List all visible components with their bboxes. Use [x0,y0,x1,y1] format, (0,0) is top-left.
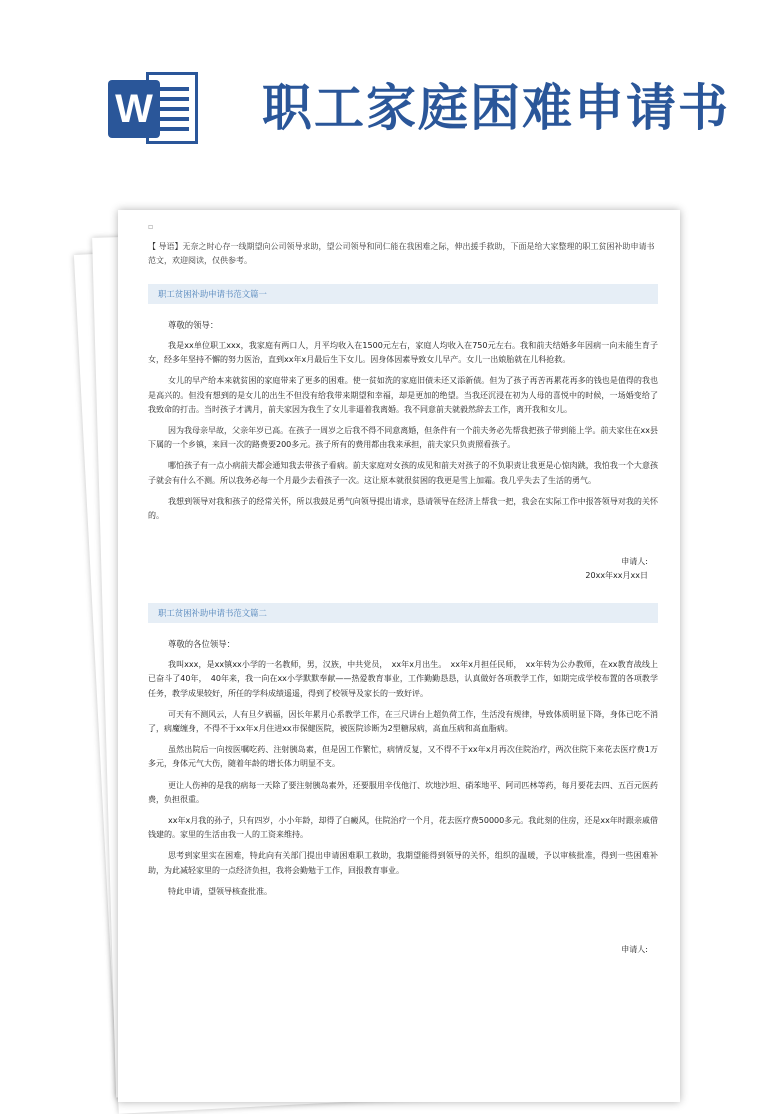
applicant-date-1: 20xx年xx月xx日 [585,571,648,581]
paragraph: 因为我母亲早故，父亲年岁已高。在孩子一周岁之后我不得不同意离婚，但条件有一个前夫务必先帮我把孩子带到能上学。前夫家住在xx县下属的一个乡镇，来回一次的路费要200多元。孩子所有的费用都由我来承担，前夫家只负责照看孩子。 [148,426,658,450]
section-heading-1: 职工贫困补助申请书范文篇一 [148,284,658,304]
paragraph: 我叫xxx，是xx镇xx小学的一名教师，男，汉族，中共党员， xx年x月出生。 xx年x月担任民师， xx年转为公办教师，在xx教育战线上已奋斗了40年， 40年来，我一向在xx小学默默奉献——热爱教育事业，工作勤勤恳恳，认真做好各项教学工作，如期完成学校布置的各项教学任务，教学成果较好，所任的学科成绩遥遥，得到了校领导及家长的一致好评。 [148,660,658,698]
intro-paragraph: 【 导语】无奈之时心存一线期望向公司领导求助，望公司领导和同仁能在我困难之际，伸出援手救助，下面是给大家整理的职工贫困补助申请书范文，欢迎阅读，仅供参考。 [148,242,655,265]
paragraph: 更让人伤神的是我的病每一天除了要注射胰岛素外，还要服用辛伐他汀、坎地沙坦、硝苯地平、阿司匹林等药，每月要花去四、五百元医药费，负担很重。 [148,780,658,804]
word-logo-icon [108,66,200,150]
paragraph: 可天有不测风云，人有旦夕祸福，因长年累月心系教学工作，在三尺讲台上超负荷工作，生活没有规律，导致体质明显下降，身体已吃不消了，病魔缠身，不得不于xx年x月住进xx市保健医院，被医院诊断为2型糖尿病，高血压病和高血脂病。 [148,709,658,734]
paragraph: 虽然出院后一向按医嘱吃药、注射胰岛素，但是因工作繁忙，病情反复，又不得不于xx年x月再次住院治疗，两次住院下来花去医疗费1万多元，身体元气大伤，随着年龄的增长体力明显不支。 [148,745,658,769]
salutation-1: 尊敬的领导： [168,320,219,330]
word-logo-letter: W [108,80,160,138]
document-body [148,240,658,957]
page-marker-icon: ▫ [148,222,154,231]
paragraph: 女儿的早产给本来就贫困的家庭带来了更多的困难。使一贫如洗的家庭旧债未还又添新债。但为了孩子再苦再累花再多的钱也是值得的我也是高兴的。但没有想到的是女儿的出生不但没有给我带来期望和幸福，却是更加的绝望。当我还沉浸在初为人母的喜悦中的时候，一场婚变给了我致命的打击。当时孩子才满月，前夫家因为我生了女儿非逼着我离婚。我不同意前夫就毅然辞去工作，离开我和女儿。 [148,376,658,414]
paragraph: 思考到家里实在困难，特此向有关部门提出申请困难职工救助，我期望能得到领导的关怀，组织的温暖，予以审核批准，得到一些困难补助，为此减轻家里的一点经济负担，我将会勤勉于工作，回报教育事业。 [148,851,658,875]
banner [0,0,780,200]
applicant-label-1: 申请人: [621,557,648,567]
applicant-label-2: 申请人: [621,945,648,955]
paragraph: 我是xx单位职工xxx，我家庭有两口人，月平均收入在1500元左右，家庭人均收入在750元左右。我和前夫结婚多年因病一向未能生育子女，经多年坚持不懈的努力医治，直到xx年x月最后生下女儿。因身体因素导致女儿早产。女儿一出娘胎就在儿科抢救。 [148,341,658,365]
paragraph: xx年x月我的孙子，只有四岁，小小年龄，却得了白癜风，住院治疗一个月，花去医疗费50000多元。我此刻的住房，还是xx年时跟亲戚借钱建的。家里的生活由我一人的工资来维持。 [148,816,658,840]
paragraph: 我想到领导对我和孩子的经常关怀，所以我鼓足勇气向领导提出请求，恳请领导在经济上帮我一把，我会在实际工作中报答领导对我的关怀的。 [148,496,658,521]
document-page [118,210,680,1102]
section-heading-2: 职工贫困补助申请书范文篇二 [148,603,658,623]
page-title: 职工家庭困难申请书 [262,78,730,137]
paragraph: 特此申请，望领导核查批准。 [168,886,272,896]
paragraph: 哪怕孩子有一点小病前夫都会通知我去带孩子看病。前夫家庭对女孩的成见和前夫对孩子的不负职责让我更是心惊肉跳，我怕我一个大意孩子就会有什么不测。所以我务必每一个月最少去看孩子一次。这让原本就很贫困的我更是雪上加霜。我几乎失去了生活的勇气。 [148,461,658,485]
salutation-2: 尊敬的各位领导： [168,639,235,650]
